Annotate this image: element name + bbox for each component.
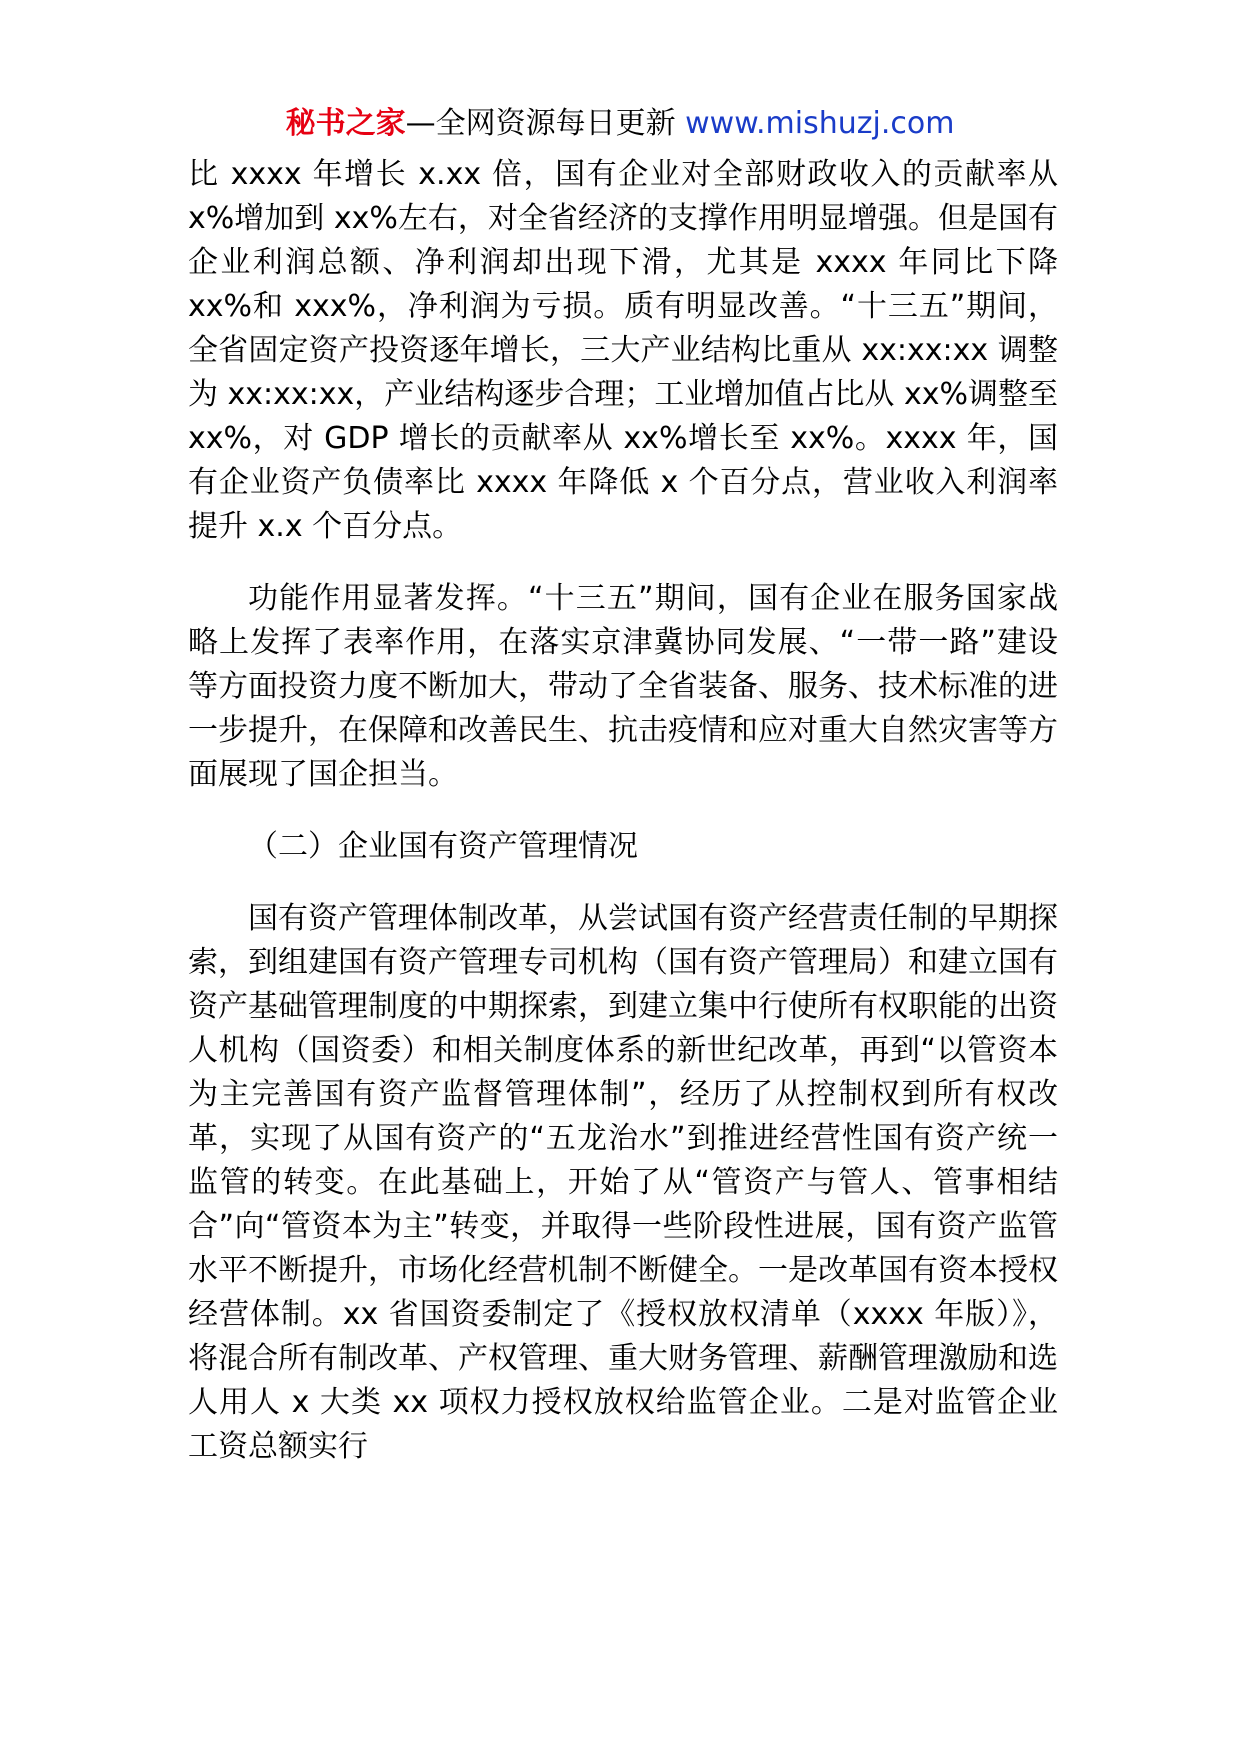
section-heading: （二）企业国有资产管理情况 xyxy=(248,829,638,864)
paragraph-asset-management: 国有资产管理体制改革，从尝试国有资产经营责任制的早期探索，到组建国有资产管理专司机构（国有资产管理局）和建立国有资产基础管理制度的中期探索，到建立集中行使所有权职能的出资人机构（国资委）和相关制度体系的新世纪改革，再到“以管资本为主完善国有资产监督管理体制”，经历了从控制权到所有权改革，实现了从国有资产的“五龙治水”到推进经营性国有资产统一监管的转变。在此基础上，开始了从“管资产与管人、管事相结合”向“管资本为主”转变，并取得一些阶段性进展，国有资产监管水平不断提升，市场化经营机制不断健全。一是改革国有资本授权经营体制。xx 省国资委制定了《授权放权清单（xxxx 年版）》，将混合所有制改革、产权管理、重大财务管理、薪酬管理激励和选人用人 x 大类 xx 项权力授权放权给监管企业。二是对监管企业工资总额实行 xyxy=(188,901,1058,1464)
header-slogan: —全网资源每日更新 xyxy=(405,106,686,141)
page-header xyxy=(0,104,1240,144)
paragraph-function-role: 功能作用显著发挥。“十三五”期间，国有企业在服务国家战略上发挥了表率作用，在落实京津冀协同发展、“一带一路”建设等方面投资力度不断加大，带动了全省装备、服务、技术标准的进一步提升，在保障和改善民生、抗击疫情和应对重大自然灾害等方面展现了国企担当。 xyxy=(188,581,1058,792)
paragraph-continuation: 比 xxxx 年增长 x.xx 倍，国有企业对全部财政收入的贡献率从 x%增加到 xx%左右，对全省经济的支撑作用明显增强。但是国有企业利润总额、净利润却出现下滑，尤其是 xxxx 年同比下降 xx%和 xxx%，净利润为亏损。质有明显改善。“十三五”期间，全省固定资产投资逐年增长，三大产业结构比重从 xx:xx:xx 调整为 xx:xx:xx，产业结构逐步合理；工业增加值占比从 xx%调整至 xx%，对 GDP 增长的贡献率从 xx%增长至 xx%。xxxx 年，国有企业资产负债率比 xxxx 年降低 x 个百分点，营业收入利润率提升 x.x 个百分点。 xyxy=(188,157,1058,544)
document-body xyxy=(188,153,1058,1469)
header-brand: 秘书之家 xyxy=(285,106,406,141)
header-url-link[interactable]: www.mishuzj.com xyxy=(685,106,955,141)
